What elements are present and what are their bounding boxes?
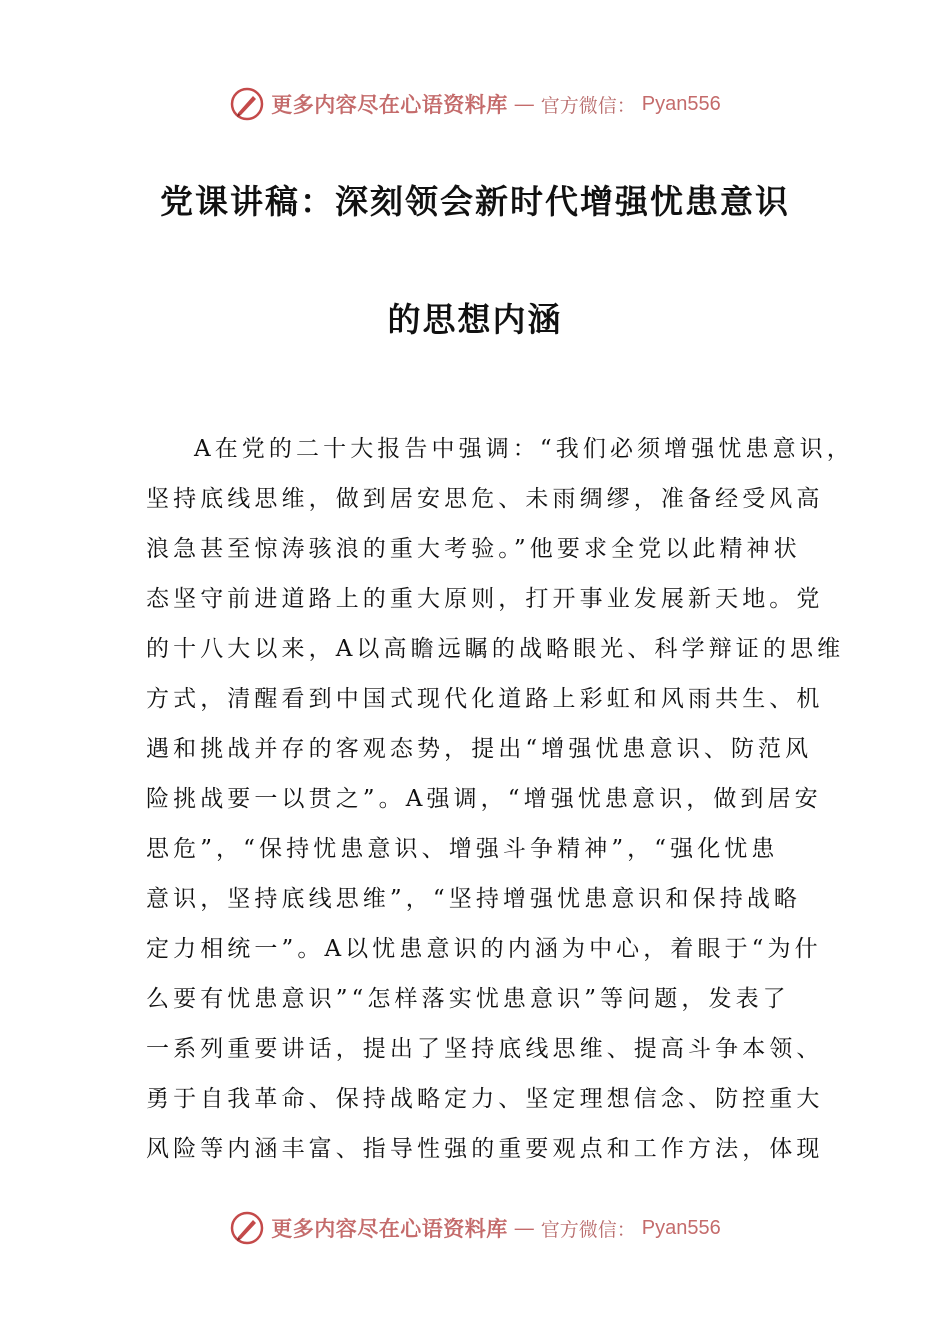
body-line: 风险等内涵丰富、指导性强的重要观点和工作方法，体现 (146, 1136, 824, 1162)
body-line: 险挑战要一以贯之”。A强调，“增强忧患意识，做到居安 (146, 786, 822, 812)
banner-wechat-id: Pyan556 (641, 1216, 721, 1239)
body-line: 遇和挑战并存的客观态势，提出“增强忧患意识、防范风 (146, 736, 813, 762)
document-title-line-1: 党课讲稿：深刻领会新时代增强忧患意识 (160, 182, 790, 221)
body-line: 态坚守前进道路上的重大原则，打开事业发展新天地。党 (146, 586, 824, 612)
banner-wechat-id: Pyan556 (641, 92, 721, 115)
document-title-line-2: 的思想内涵 (387, 300, 563, 339)
body-line: 意识，坚持底线思维”，“坚持增强忧患意识和保持战略 (146, 886, 802, 912)
banner-official-label: 官方微信： (540, 94, 636, 117)
banner-text: 更多内容尽在心语资料库 (271, 1216, 508, 1241)
body-line: 的十八大以来，A以高瞻远瞩的战略眼光、科学辩证的思维 (146, 636, 845, 662)
body-line: 浪急甚至惊涛骇浪的重大考验。”他要求全党以此精神状 (146, 536, 801, 562)
body-line: 么要有忧患意识”“怎样落实忧患意识”等问题，发表了 (146, 986, 790, 1012)
banner-text: 更多内容尽在心语资料库 (271, 92, 508, 117)
body-line: 方式，清醒看到中国式现代化道路上彩虹和风雨共生、机 (146, 686, 824, 712)
banner-separator: — (513, 1216, 535, 1240)
body-line: 定力相统一”。A以忧患意识的内涵为中心，着眼于“为什 (146, 936, 822, 962)
footer-banner (0, 1210, 950, 1246)
body-line: 坚持底线思维，做到居安思危、未雨绸缪，准备经受风高 (146, 486, 824, 512)
body-paragraph (146, 424, 854, 1174)
body-line: 勇于自我革命、保持战略定力、坚定理想信念、防控重大 (146, 1086, 824, 1112)
pen-logo-icon (229, 1210, 265, 1246)
body-line: 思危”，“保持忧患意识、增强斗争精神”，“强化忧患 (146, 836, 779, 862)
pen-logo-icon (229, 86, 265, 122)
body-line: A在党的二十大报告中强调：“我们必须增强忧患意识， (194, 436, 854, 462)
banner-official-label: 官方微信： (540, 1218, 636, 1241)
body-line: 一系列重要讲话，提出了坚持底线思维、提高斗争本领、 (146, 1036, 824, 1062)
header-banner (0, 86, 950, 122)
banner-separator: — (513, 92, 535, 116)
